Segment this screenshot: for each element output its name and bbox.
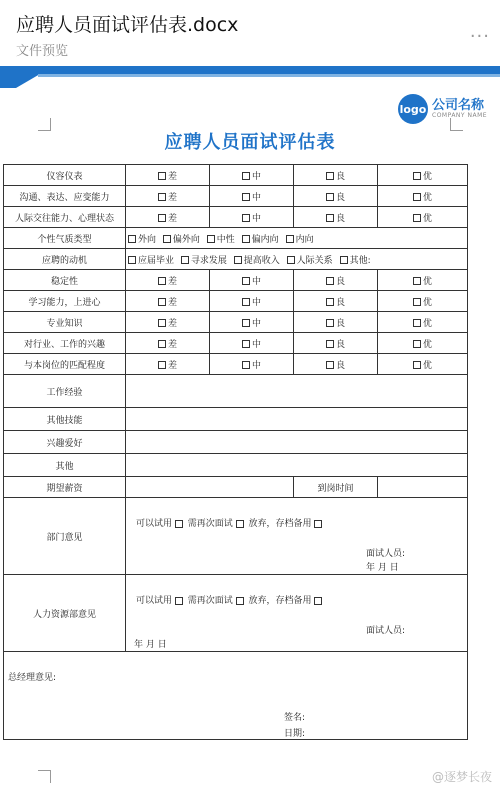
- rating-cell[interactable]: 差: [126, 354, 210, 375]
- rating-cell[interactable]: 良: [294, 312, 378, 333]
- rating-cell[interactable]: 优: [378, 354, 468, 375]
- checkbox-icon[interactable]: [326, 361, 334, 369]
- motive-options[interactable]: 应届毕业 寻求发展 提高收入 人际关系 其他:: [126, 249, 468, 270]
- row-label: 期望薪资: [4, 477, 126, 498]
- more-options-button[interactable]: ···: [469, 26, 490, 47]
- rating-cell[interactable]: 中: [210, 207, 294, 228]
- row-label: 部门意见: [4, 498, 126, 575]
- rating-cell[interactable]: 差: [126, 291, 210, 312]
- checkbox-icon[interactable]: [287, 256, 295, 264]
- table-row: [4, 165, 468, 186]
- date-label: 年 月 日: [134, 640, 167, 650]
- checkbox-icon[interactable]: [175, 597, 183, 605]
- file-title: 应聘人员面试评估表.docx: [16, 14, 239, 36]
- arrival-field[interactable]: [378, 477, 468, 498]
- rating-cell[interactable]: 良: [294, 186, 378, 207]
- table-row: [4, 354, 468, 375]
- checkbox-icon[interactable]: [340, 256, 348, 264]
- rating-cell[interactable]: 优: [378, 312, 468, 333]
- rating-cell[interactable]: 中: [210, 165, 294, 186]
- checkbox-icon[interactable]: [413, 214, 421, 222]
- rating-cell[interactable]: 良: [294, 270, 378, 291]
- work-experience-field[interactable]: [126, 375, 468, 408]
- table-row: [4, 652, 468, 740]
- checkbox-icon[interactable]: [128, 235, 136, 243]
- checkbox-icon[interactable]: [314, 520, 322, 528]
- rating-cell[interactable]: 优: [378, 291, 468, 312]
- rating-cell[interactable]: 优: [378, 333, 468, 354]
- checkbox-icon[interactable]: [234, 256, 242, 264]
- table-row: [4, 477, 468, 498]
- date-label: 日期:: [284, 729, 306, 739]
- rating-cell[interactable]: 中: [210, 354, 294, 375]
- checkbox-icon[interactable]: [413, 298, 421, 306]
- table-row: [4, 375, 468, 408]
- row-label: 对行业、工作的兴趣: [4, 333, 126, 354]
- rating-cell[interactable]: 优: [378, 207, 468, 228]
- checkbox-icon[interactable]: [314, 597, 322, 605]
- checkbox-icon[interactable]: [158, 361, 166, 369]
- rating-cell[interactable]: 良: [294, 333, 378, 354]
- checkbox-icon[interactable]: [236, 597, 244, 605]
- checkbox-icon[interactable]: [326, 193, 334, 201]
- rating-cell[interactable]: 差: [126, 312, 210, 333]
- table-row: [4, 575, 468, 652]
- document-title: 应聘人员面试评估表: [164, 132, 336, 153]
- checkbox-icon[interactable]: [242, 193, 250, 201]
- checkbox-icon[interactable]: [175, 520, 183, 528]
- row-label: 沟通、表达、应变能力: [4, 186, 126, 207]
- rating-cell[interactable]: 差: [126, 333, 210, 354]
- company-logo: logo: [398, 94, 428, 124]
- row-label: 与本岗位的匹配程度: [4, 354, 126, 375]
- table-row: [4, 249, 468, 270]
- row-label: 应聘的动机: [4, 249, 126, 270]
- checkbox-icon[interactable]: [326, 277, 334, 285]
- checkbox-icon[interactable]: [158, 319, 166, 327]
- table-row: [4, 498, 468, 575]
- rating-cell[interactable]: 良: [294, 165, 378, 186]
- checkbox-icon[interactable]: [413, 277, 421, 285]
- file-subtitle: 文件预览: [16, 44, 69, 59]
- checkbox-icon[interactable]: [158, 298, 166, 306]
- interviewer-label: 面试人员:: [366, 626, 406, 636]
- table-row: [4, 186, 468, 207]
- gm-opinion-cell[interactable]: [4, 652, 468, 740]
- checkbox-icon[interactable]: [326, 298, 334, 306]
- checkbox-icon[interactable]: [158, 340, 166, 348]
- checkbox-icon[interactable]: [236, 520, 244, 528]
- checkbox-icon[interactable]: [413, 319, 421, 327]
- interviewer-label: 面试人员:: [366, 549, 406, 559]
- checkbox-icon[interactable]: [242, 172, 250, 180]
- table-row: [4, 312, 468, 333]
- rating-cell[interactable]: 中: [210, 186, 294, 207]
- checkbox-icon[interactable]: [326, 340, 334, 348]
- row-label: 其他技能: [4, 408, 126, 431]
- checkbox-icon[interactable]: [242, 298, 250, 306]
- checkbox-icon[interactable]: [242, 277, 250, 285]
- dept-opinion-cell: [126, 498, 468, 575]
- table-row: [4, 228, 468, 249]
- signature-label: 签名:: [284, 713, 306, 723]
- watermark: @逐梦长夜: [431, 770, 492, 784]
- crop-mark-bottom-left: [38, 770, 51, 783]
- row-label: 稳定性: [4, 270, 126, 291]
- checkbox-icon[interactable]: [413, 172, 421, 180]
- table-row: [4, 408, 468, 431]
- date-label: 年 月 日: [366, 563, 399, 573]
- checkbox-icon[interactable]: [158, 172, 166, 180]
- table-row: [4, 333, 468, 354]
- document-page: [0, 66, 500, 793]
- row-label: 兴趣爱好: [4, 431, 126, 454]
- checkbox-icon[interactable]: [326, 172, 334, 180]
- table-row: [4, 207, 468, 228]
- header-stripe-thin: [38, 74, 500, 77]
- checkbox-icon[interactable]: [326, 214, 334, 222]
- hr-opinion-cell: [126, 575, 468, 652]
- checkbox-icon[interactable]: [181, 256, 189, 264]
- rating-cell[interactable]: 差: [126, 186, 210, 207]
- rating-cell[interactable]: 优: [378, 270, 468, 291]
- company-name: 公司名称: [432, 98, 485, 113]
- row-label: 专业知识: [4, 312, 126, 333]
- checkbox-icon[interactable]: [242, 235, 250, 243]
- rating-cell[interactable]: 中: [210, 333, 294, 354]
- checkbox-icon[interactable]: [413, 340, 421, 348]
- rating-cell[interactable]: 良: [294, 354, 378, 375]
- header-stripe: [0, 66, 500, 74]
- checkbox-icon[interactable]: [242, 214, 250, 222]
- rating-cell[interactable]: 良: [294, 291, 378, 312]
- personality-options[interactable]: 外向 偏外向 中性 偏内向 内向: [126, 228, 468, 249]
- checkbox-icon[interactable]: [286, 235, 294, 243]
- header-stripe-accent: [0, 74, 40, 88]
- preview-header: [0, 0, 500, 66]
- checkbox-icon[interactable]: [242, 319, 250, 327]
- hr-options[interactable]: 可以试用 需再次面试 放弃，存档备用: [136, 593, 324, 606]
- checkbox-icon[interactable]: [163, 235, 171, 243]
- hobbies-field[interactable]: [126, 431, 468, 454]
- rating-cell[interactable]: 优: [378, 186, 468, 207]
- checkbox-icon[interactable]: [207, 235, 215, 243]
- row-label: 其他: [4, 454, 126, 477]
- row-label: 学习能力，上进心: [4, 291, 126, 312]
- rating-cell[interactable]: 差: [126, 207, 210, 228]
- table-row: [4, 270, 468, 291]
- company-name-en: COMPANY NAME: [432, 112, 488, 119]
- row-label: 工作经验: [4, 375, 126, 408]
- rating-cell[interactable]: 差: [126, 270, 210, 291]
- checkbox-icon[interactable]: [413, 361, 421, 369]
- checkbox-icon[interactable]: [413, 193, 421, 201]
- checkbox-icon[interactable]: [158, 193, 166, 201]
- row-label: 人际交往能力、心理状态: [4, 207, 126, 228]
- rating-cell[interactable]: 中: [210, 270, 294, 291]
- evaluation-table: [3, 164, 468, 740]
- rating-cell[interactable]: 差: [126, 165, 210, 186]
- rating-cell[interactable]: 优: [378, 165, 468, 186]
- checkbox-icon[interactable]: [158, 277, 166, 285]
- checkbox-icon[interactable]: [242, 340, 250, 348]
- other-field[interactable]: [126, 454, 468, 477]
- table-row: [4, 291, 468, 312]
- row-label: 仪容仪表: [4, 165, 126, 186]
- gm-opinion-label: 总经理意见:: [8, 673, 57, 683]
- row-label: 人力资源部意见: [4, 575, 126, 652]
- row-label: 到岗时间: [294, 477, 378, 498]
- dept-options[interactable]: 可以试用 需再次面试 放弃，存档备用: [136, 516, 324, 529]
- other-skills-field[interactable]: [126, 408, 468, 431]
- rating-cell[interactable]: 良: [294, 207, 378, 228]
- checkbox-icon[interactable]: [158, 214, 166, 222]
- checkbox-icon[interactable]: [242, 361, 250, 369]
- row-label: 个性气质类型: [4, 228, 126, 249]
- table-row: [4, 454, 468, 477]
- salary-field[interactable]: [126, 477, 294, 498]
- checkbox-icon[interactable]: [128, 256, 136, 264]
- rating-cell[interactable]: 中: [210, 312, 294, 333]
- checkbox-icon[interactable]: [326, 319, 334, 327]
- table-row: [4, 431, 468, 454]
- rating-cell[interactable]: 中: [210, 291, 294, 312]
